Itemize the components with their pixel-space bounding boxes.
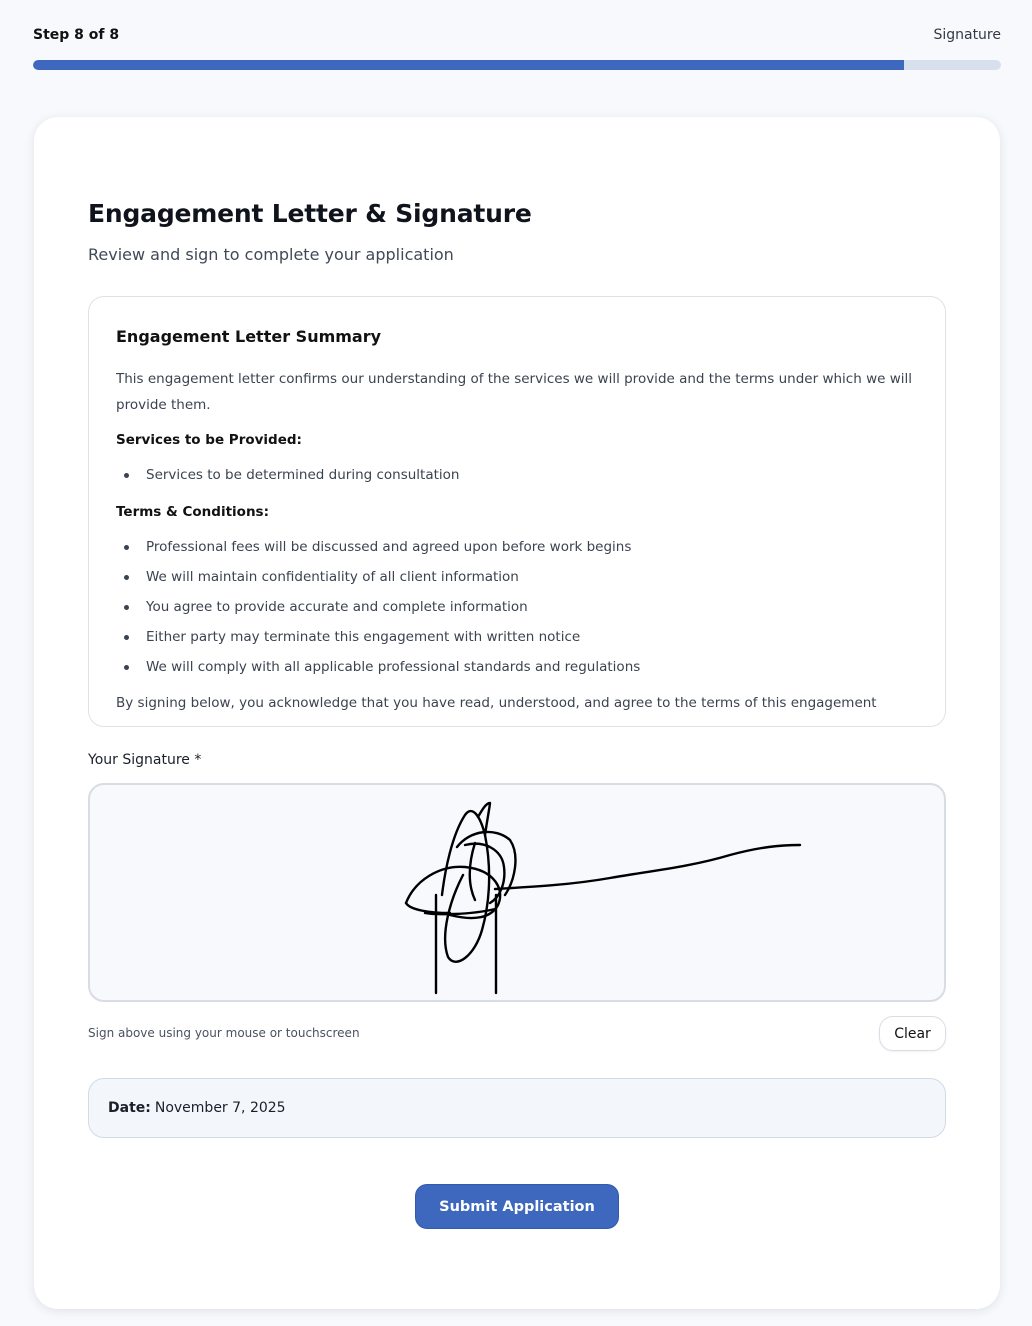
step-name: Signature	[933, 27, 1001, 43]
terms-item: We will maintain confidentiality of all client information	[124, 562, 918, 592]
letter-intro: This engagement letter confirms our understanding of the services we will provide and the terms under which we will provide them.	[116, 371, 913, 413]
terms-item: You agree to provide accurate and complete information	[124, 592, 918, 622]
services-list	[124, 460, 918, 490]
submit-application-button[interactable]: Submit Application	[415, 1184, 619, 1229]
terms-item: Either party may terminate this engagement with written notice	[124, 622, 918, 652]
services-item: Services to be determined during consultation	[124, 460, 918, 490]
engagement-letter-content	[89, 297, 945, 716]
step-counter: Step 8 of 8	[33, 27, 120, 43]
terms-item: We will comply with all applicable professional standards and regulations	[124, 652, 918, 682]
form-card	[34, 117, 1000, 1309]
date-value: November 7, 2025	[154, 1100, 286, 1116]
page-subtitle: Review and sign to complete your application	[88, 245, 454, 264]
progress-header	[33, 24, 1001, 70]
letter-acknowledgement: By signing below, you acknowledge that you have read, understood, and agree to the terms of this engagement	[116, 695, 877, 711]
date-label: Date:	[108, 1100, 151, 1116]
clear-signature-button[interactable]: Clear	[879, 1016, 946, 1051]
progress-bar	[33, 60, 1001, 70]
page-title: Engagement Letter & Signature	[88, 199, 532, 228]
services-heading: Services to be Provided:	[116, 432, 302, 448]
signature-drawing	[90, 785, 944, 1000]
terms-list	[124, 532, 918, 682]
progress-bar-fill	[33, 60, 904, 70]
engagement-letter-panel[interactable]	[88, 296, 946, 727]
terms-heading: Terms & Conditions:	[116, 504, 269, 520]
signature-label: Your Signature *	[88, 752, 202, 768]
signature-hint: Sign above using your mouse or touchscreen	[88, 1026, 360, 1040]
signature-pad[interactable]	[88, 783, 946, 1002]
letter-heading: Engagement Letter Summary	[116, 327, 382, 346]
date-display	[88, 1078, 946, 1138]
terms-item: Professional fees will be discussed and agreed upon before work begins	[124, 532, 918, 562]
progress-labels	[33, 24, 1001, 46]
